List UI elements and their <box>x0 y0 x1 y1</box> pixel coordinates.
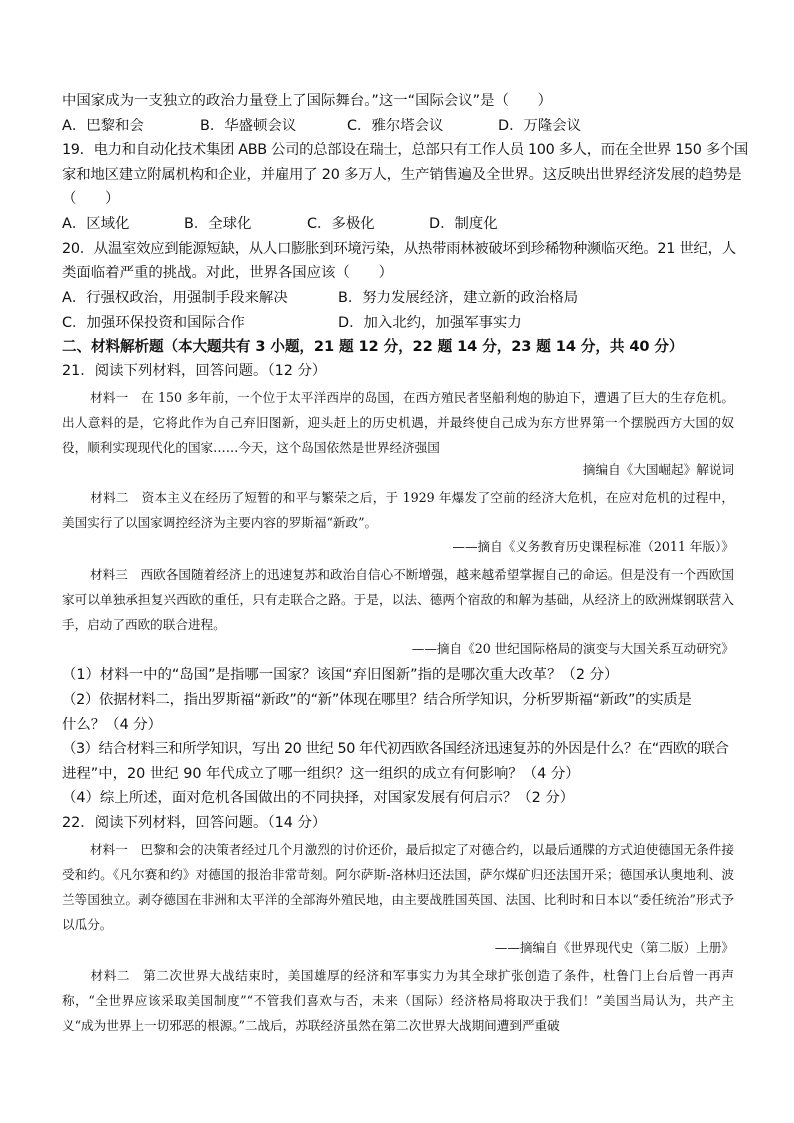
q21-material-3-text: 材料三 西欧各国随着经济上的迅速复苏和政治自信心不断增强，越来越希望掌握自己的命运。但是没有一个西欧国家可以单独承担复兴西欧的重任，只有走联合之路。于是，以法、德两个宿敌的和解为基础，从经济上的欧洲煤钢联营入手，启动了西欧的联合进程。 <box>62 567 734 632</box>
q18-option-d: D．万隆会议 <box>498 118 582 134</box>
q21-material-1-text: 材料一 在 150 多年前，一个位于太平洋西岸的岛国，在西方殖民者坚船利炮的胁迫下，遭遇了巨大的生存危机。出人意料的是，它将此作为自己弃旧图新，迎头赶上的历史机遇，并最终使自己成为东方世界第一个摆脱西方大国的奴役，顺利实现现代化的国家……今天，这个岛国依然是世界经济强国 <box>62 390 734 455</box>
q21-material-3-source: ——摘自《20 世纪国际格局的演变与大国关系互动研究》 <box>411 641 734 656</box>
q20-text-line2: 类面临着严重的挑战。对此，世界各国应该（ ） <box>62 265 393 281</box>
q21-sub-4: （4）综上所述，面对危机各国做出的不同抉择，对国家发展有何启示？（2 分） <box>62 790 575 806</box>
q20-option-a: A．行强权政治，用强制手段来解决 <box>62 290 288 306</box>
q21-sub-3-line1: （3）结合材料三和所学知识，写出 20 世纪 50 年代初西欧各国经济迅速复苏的外因是什么？在“西欧的联合 <box>62 741 729 757</box>
q22-material-1-source: ——摘编自《世界现代史（第二版）上册》 <box>494 940 734 955</box>
q18-text-tail: 中国家成为一支独立的政治力量登上了国际舞台。”这一“国际会议”是（ ） <box>62 93 553 109</box>
q20-option-b: B．努力发展经济，建立新的政治格局 <box>338 290 579 306</box>
q21-material-1 <box>62 385 734 460</box>
q18-option-b: B．华盛顿会议 <box>200 118 297 134</box>
q21-material-2-source: ——摘自《义务教育历史课程标准（2011 年版）》 <box>452 539 734 554</box>
q22-material-1-text: 材料一 巴黎和会的决策者经过几个月激烈的讨价还价，最后拟定了对德合约，以最后通牒的方式迫使德国无条件接受和约。《凡尔赛和约》对德国的报治非常苛刻。阿尔萨斯-洛林归还法国，萨尔煤矿归还法国开采；德国承认奥地利、波兰等国独立。剥夺德国在非洲和太平洋的全部海外殖民地，由主要战胜国英国、法国、比利时和日本以“委任统治”形式予以瓜分。 <box>62 842 734 932</box>
q18-option-a: A．巴黎和会 <box>62 118 144 134</box>
q19-text-line1: 19．电力和自动化技术集团 ABB 公司的总部设在瑞士，总部只有工作人员 100 多人，而在全世界 150 多个国 <box>62 142 748 158</box>
q19-option-b: B．全球化 <box>184 216 252 232</box>
q22-material-1 <box>62 837 734 937</box>
q19-text-line2: 家和地区建立附属机构和企业，并雇用了 20 多万人，生产销售遍及全世界。这反映出世界经济发展的趋势是 <box>62 167 742 183</box>
q21-material-2 <box>62 485 734 535</box>
q21-sub-3-line2: 进程”中，20 世纪 90 年代成立了哪一组织？这一组织的成立有何影响？（4 分） <box>62 766 580 782</box>
q18-option-c: C．雅尔塔会议 <box>347 118 444 134</box>
q20-option-c: C．加强环保投资和国际合作 <box>62 315 245 331</box>
q21-material-2-text: 材料二 资本主义在经历了短暂的和平与繁荣之后，于 1929 年爆发了空前的经济大危机，在应对危机的过程中，美国实行了以国家调控经济为主要内容的罗斯福“新政”。 <box>62 490 734 530</box>
q22-intro: 22．阅读下列材料，回答问题。（14 分） <box>62 815 327 831</box>
q20-option-d: D．加入北约，加强军事实力 <box>338 315 522 331</box>
q21-material-3 <box>62 562 734 637</box>
q21-material-1-source: 摘编自《大国崛起》解说词 <box>582 462 734 477</box>
q19-option-d: D．制度化 <box>429 216 498 232</box>
q21-sub-2-line2: 什么？（4 分） <box>62 717 163 733</box>
q21-sub-1: （1）材料一中的“岛国”是指哪一国家？该国“弃旧图新”指的是哪次重大改革？（2 分） <box>62 667 619 683</box>
q19-text-line3: （ ） <box>62 191 120 207</box>
q22-material-2 <box>62 963 734 1038</box>
section-2-heading: 二、材料解析题（本大题共有 3 小题，21 题 12 分，22 题 14 分，23 题 14 分，共 40 分） <box>62 338 684 355</box>
q20-text-line1: 20．从温室效应到能源短缺，从人口膨胀到环境污染，从热带雨林被破坏到珍稀物种濒临灭绝。21 世纪，人 <box>62 241 736 257</box>
q22-material-2-text: 材料二 第二次世界大战结束时，美国雄厚的经济和军事实力为其全球扩张创造了条件，杜鲁门上台后曾一再声称，“全世界应该采取美国制度”“不管我们喜欢与否，未来（国际）经济格局将取决于我们！”美国当局认为，共产主义“成为世界上一切邪恶的根源。”二战后，苏联经济虽然在第二次世界大战期间遭到严重破 <box>62 968 734 1033</box>
q19-option-a: A．区域化 <box>62 216 130 232</box>
q21-sub-2-line1: （2）依据材料二，指出罗斯福“新政”的“新”体现在哪里？结合所学知识，分析罗斯福“新政”的实质是 <box>62 692 692 708</box>
q19-option-c: C．多极化 <box>307 216 375 232</box>
q21-intro: 21．阅读下列材料，回答问题。（12 分） <box>62 363 327 379</box>
